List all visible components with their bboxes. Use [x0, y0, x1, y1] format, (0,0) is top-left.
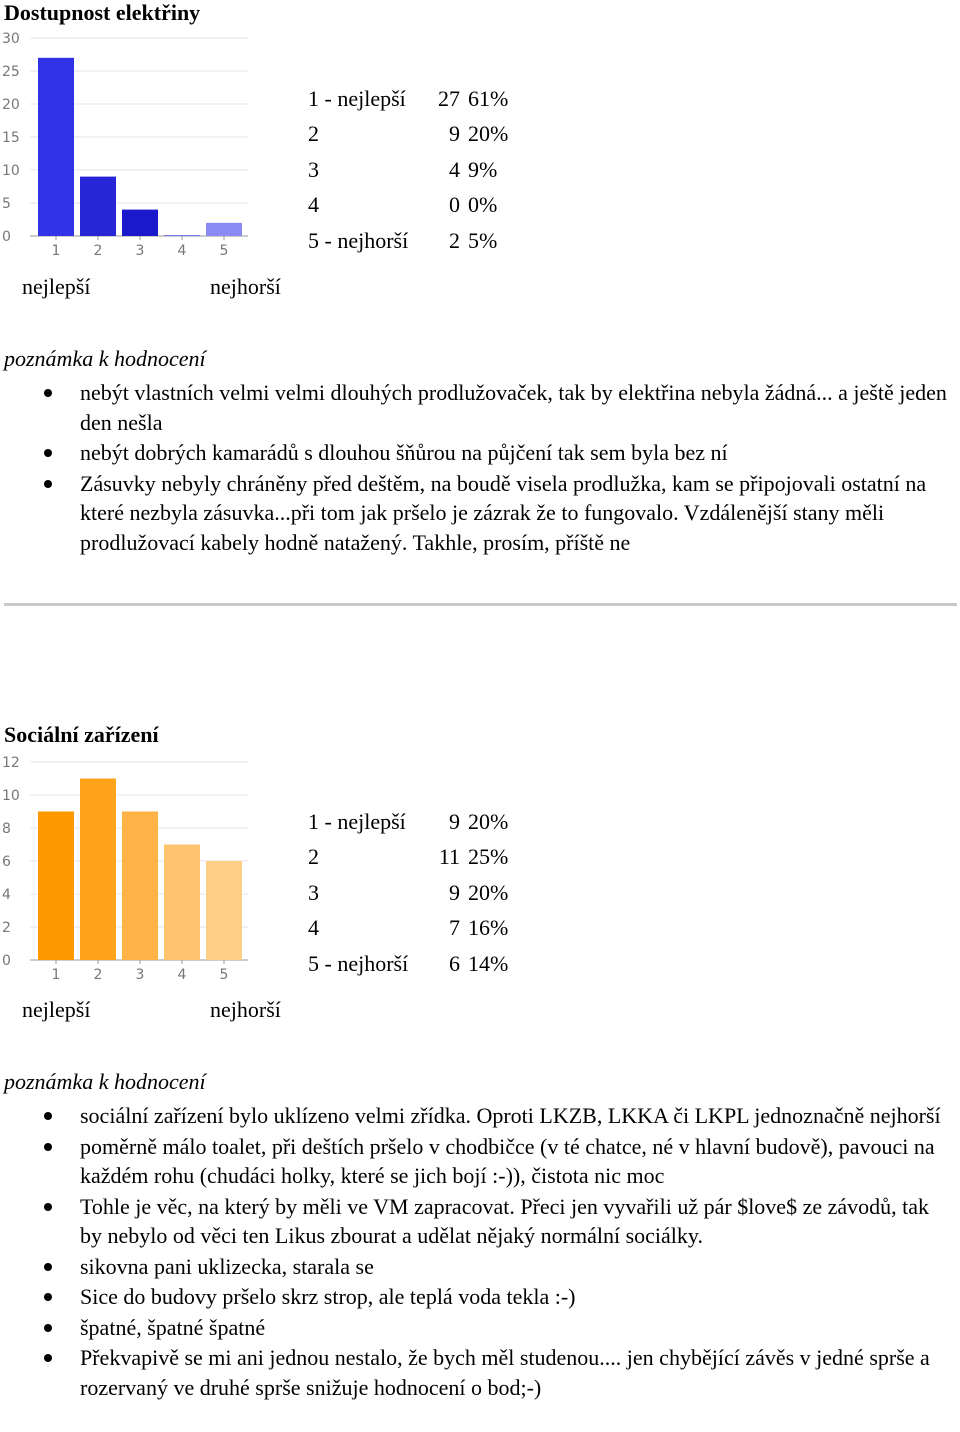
worst-label: nejhorší — [210, 997, 281, 1022]
bar — [206, 861, 242, 960]
bar-chart — [0, 28, 260, 263]
note-item: Zásuvky nebyly chráněny před deštěm, na boudě visela prodlužka, kam se připojovali ostatní na které nezbyla zásuvka...při tom jak pršelo je zázrak že to fungovalo. Vzdálenější stany měli prodlužovací kabely hodně natažený. Takhle, prosím, příště ne — [0, 469, 950, 558]
summary-percent: 20% — [468, 879, 509, 905]
note-item: nebýt vlastních velmi velmi dlouhých prodlužovaček, tak by elektřina nebyla žádná... a ještě jeden den nešla — [0, 378, 950, 437]
worst-label: nejhorší — [210, 274, 281, 299]
bar — [122, 812, 158, 961]
summary-count: 2 — [449, 227, 460, 253]
summary-row — [308, 152, 508, 188]
summary-label: 3 — [308, 879, 319, 905]
y-tick-label: 30 — [2, 31, 20, 47]
bar — [164, 235, 200, 236]
y-tick-label: 15 — [2, 130, 20, 146]
summary-label: 1 - nejlepší — [308, 808, 406, 834]
notes-list — [0, 1101, 950, 1402]
summary-row — [308, 117, 508, 153]
summary-label: 3 — [308, 156, 319, 182]
summary-percent: 0% — [468, 192, 498, 218]
summary-percent: 20% — [468, 121, 509, 147]
y-tick-label: 2 — [2, 920, 11, 936]
summary-percent: 25% — [468, 844, 509, 870]
section-divider — [4, 603, 957, 606]
section-title: Sociální zařízení — [4, 722, 159, 747]
note-item: sociální zařízení bylo uklízeno velmi zřídka. Oproti LKZB, LKKA či LKPL jednoznačně nejhorší — [0, 1101, 950, 1131]
summary-count: 4 — [449, 156, 460, 182]
note-item: Tohle je věc, na který by měli ve VM zapracovat. Přeci jen vyvařili už pár $love$ ze závodů, tak by nebylo od věci ten Likus zbourat a udělat nějaký normální sociálky. — [0, 1192, 950, 1251]
summary-count: 9 — [449, 879, 460, 905]
bar-chart — [0, 752, 260, 987]
summary-label: 5 - nejhorší — [308, 950, 409, 976]
note-item: Překvapivě se mi ani jednou nestalo, že bych měl studenou.... jen chybějící závěs v jedné sprše a rozervaný ve druhé sprše snižuje hodnocení o bod;-) — [0, 1343, 950, 1402]
summary-label: 2 — [308, 844, 319, 870]
summary-percent: 14% — [468, 950, 509, 976]
note-item: sikovna pani uklizecka, starala se — [0, 1252, 950, 1282]
bar-chart-svg — [0, 752, 260, 987]
x-tick-label: 1 — [51, 967, 61, 983]
summary-row — [308, 81, 508, 117]
summary-row — [308, 223, 508, 259]
summary-label: 2 — [308, 121, 319, 147]
bar — [80, 177, 116, 236]
summary-label: 1 - nejlepší — [308, 85, 406, 111]
summary-count: 7 — [449, 915, 460, 941]
best-label: nejlepší — [22, 997, 91, 1022]
note-item: nebýt dobrých kamarádů s dlouhou šňůrou na půjčení tak sem byla bez ní — [0, 438, 950, 468]
summary-percent: 5% — [468, 227, 498, 253]
summary-table — [308, 81, 508, 259]
summary-row — [308, 911, 508, 947]
bar — [80, 779, 116, 961]
summary-row — [308, 946, 508, 982]
x-tick-label: 5 — [219, 967, 229, 983]
notes-list — [0, 378, 950, 557]
summary-table — [308, 804, 508, 982]
y-tick-label: 12 — [2, 755, 20, 771]
summary-count: 0 — [449, 192, 460, 218]
summary-row — [308, 840, 508, 876]
bar — [164, 845, 200, 961]
bar — [38, 812, 74, 961]
bar — [38, 58, 74, 236]
bar — [122, 210, 158, 236]
note-item: Sice do budovy pršelo skrz strop, ale teplá voda tekla :-) — [0, 1282, 950, 1312]
section-title: Dostupnost elektřiny — [4, 0, 201, 25]
summary-row — [308, 875, 508, 911]
y-tick-label: 10 — [2, 163, 20, 179]
x-tick-label: 1 — [51, 243, 61, 259]
summary-label: 4 — [308, 192, 319, 218]
summary-percent: 16% — [468, 915, 509, 941]
summary-row — [308, 188, 508, 224]
y-tick-label: 6 — [2, 854, 11, 870]
notes-title: poznámka k hodnocení — [4, 346, 206, 371]
x-tick-label: 4 — [177, 967, 187, 983]
summary-percent: 61% — [468, 85, 509, 111]
x-tick-label: 2 — [93, 967, 103, 983]
summary-percent: 9% — [468, 156, 498, 182]
summary-count: 27 — [438, 85, 460, 111]
summary-count: 9 — [449, 808, 460, 834]
y-tick-label: 0 — [2, 229, 11, 245]
bar-chart-svg — [0, 28, 260, 263]
y-tick-label: 5 — [2, 196, 11, 212]
x-tick-label: 3 — [135, 243, 145, 259]
y-tick-label: 10 — [2, 788, 20, 804]
y-tick-label: 8 — [2, 821, 11, 837]
x-tick-label: 5 — [219, 243, 229, 259]
x-tick-label: 3 — [135, 967, 145, 983]
best-label: nejlepší — [22, 274, 91, 299]
summary-percent: 20% — [468, 808, 509, 834]
summary-row — [308, 804, 508, 840]
summary-label: 5 - nejhorší — [308, 227, 409, 253]
note-item: poměrně málo toalet, při deštích pršelo v chodbičce (v té chatce, né v hlavní budově), pavouci na každém rohu (chudáci holky, které se jich bojí :-)), čistota nic moc — [0, 1132, 950, 1191]
summary-label: 4 — [308, 915, 319, 941]
y-tick-label: 0 — [2, 953, 11, 969]
notes-title: poznámka k hodnocení — [4, 1069, 206, 1094]
bar — [206, 223, 242, 236]
note-item: špatné, špatné špatné — [0, 1313, 950, 1343]
summary-count: 9 — [449, 121, 460, 147]
summary-count: 11 — [438, 844, 460, 870]
y-tick-label: 25 — [2, 64, 20, 80]
summary-count: 6 — [449, 950, 460, 976]
y-tick-label: 4 — [2, 887, 11, 903]
x-tick-label: 4 — [177, 243, 187, 259]
x-tick-label: 2 — [93, 243, 103, 259]
y-tick-label: 20 — [2, 97, 20, 113]
